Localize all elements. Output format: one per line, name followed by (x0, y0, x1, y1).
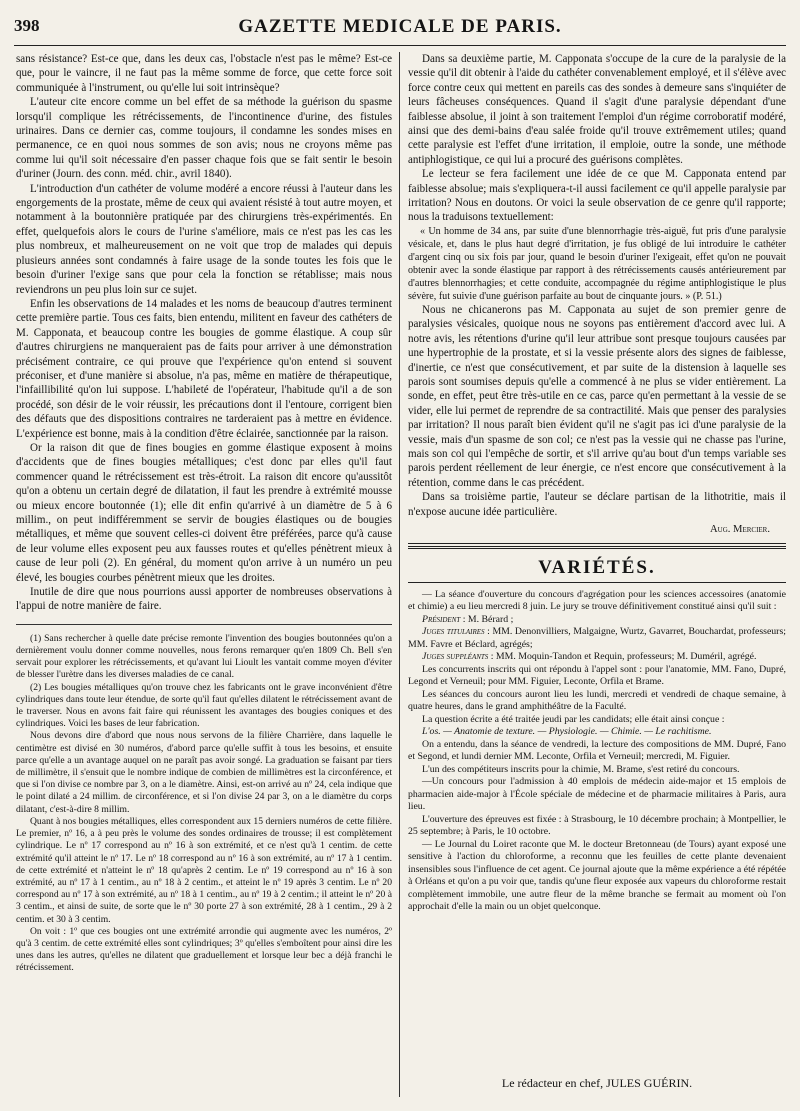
paragraph: Inutile de dire que nous pourrions aussi apporter de nombreuses observations à l'appui de notre manière de faire. (16, 586, 392, 613)
news-item: L'un des compétiteurs inscrits pour la chimie, M. Brame, s'est retiré du concours. (422, 763, 740, 775)
jury-label: Juges suppléants (422, 651, 489, 663)
page-number: 398 (14, 16, 40, 35)
editor-signature: Le rédacteur en chef, JULES GUÉRIN. (501, 1076, 693, 1090)
paragraph: Or la raison dit que de fines bougies en gomme élastique exposent à moins d'accidents que de fines bougies métalliques; c'est donc par elles qu'il faut commencer quand le rétrécissement est très-étroit. La raison dit encore qu'aussitôt qu'on a obtenu un certain degré de dilatation, il faut les prendre à extrémité mousse ou mieux encore boutonnée (1); elle dit enfin qu'arrivé à un diamètre de 5 à 6 millim., on peut indifféremment se servir de bougies élastiques ou de bougies métalliques, et même que souvent celles-ci doivent être préférées, parce qu'à cause de leur volume elles exposent peu aux fausses routes et qu'elles pénètrent mieux à cause de leur poli (2). En général, du moment qu'on arrive à un numéro un peu élevé, les bougies courbes pénètrent mieux que les droites. (16, 441, 392, 584)
author-signature: Aug. Mercier. (709, 523, 770, 535)
paragraph: L'auteur cite encore comme un bel effet de sa méthode la guérison du spasme lorsqu'il complique les rétrécissements, de l'incontinence d'urine, des fistules urinaires. Dans ce dernier cas, comme toujours, il condamne les sondes mises en permanence, ce en quoi nous sommes de son avis; nous ne croyons même pas comme lui qu'il soit nécessaire d'en passer chaque fois que se fait sentir le besoin d'uriner (Journ. des conn. méd. chir., avril 1840). (16, 96, 392, 181)
paragraph: L'introduction d'un cathéter de volume modéré a encore réussi à l'auteur dans les engorgements de la prostate, même de ceux qui avaient résisté à tout autre moyen, et notamment à la boutonnière pratiquée par des chirurgiens très-expérimentés. En effet, quelquefois alors le cours de l'urine s'améliore, mais ce n'est pas les cas les plus nombreux, et malheureusement on ne voit que trop de malades qui depuis plusieurs années sont condamnés à faire usage de la sonde toutes les fois que le besoin d'uriner l'exige sans que pour cela la fonction se rétablisse; mais nous reviendrons un peu plus loin sur ce sujet. (16, 182, 392, 296)
right-column (408, 52, 786, 1097)
news-item: —Un concours pour l'admission à 40 emplois de médecin aide-major et 15 emplois de pharmacien aide-major à l'École spéciale de médecine et de pharmacie militaires à Paris, aura lieu. (408, 776, 786, 813)
footnote: Nous devons dire d'abord que nous nous servons de la filière Charrière, dans laquelle le centimètre est divisé en 30 numéros, d'abord parce qu'elle suffit à tous les besoins, et ensuite parce qu'elle a un avantage auquel on ne paraît pas avoir songé. La graduation se faisant par tiers de millimètre, il s'ensuit que le nombre indique de combien de millimètres est la circonférence, et que si l'on divise ce nombre par 3, on a le diamètre. Ainsi, est-on arrivé au nº 24, cela indique que le point dilaté a 24 millim. de circonférence, et si l'on divise 24 par 3, on a le diamètre du corps dilatant, c'est-à-dire 8 millim. (16, 730, 392, 815)
jury-president (408, 614, 786, 627)
news-item: Les séances du concours auront lieu les lundi, mercredi et vendredi de chaque semaine, à quatre heures, dans le grand amphithéâtre de la Faculté. (408, 688, 786, 713)
left-column (16, 52, 392, 1097)
news-item: Les concurrents inscrits qui ont répondu à l'appel sont : pour l'anatomie, MM. Fano, Dupré, Legond et Verneuil; pour MM. Figuier, Leconte, Orfila et Brame. (408, 663, 786, 688)
footnote: (2) Les bougies métalliques qu'on trouve chez les fabricants ont le grave inconvénient d'être cylindriques dans toute leur étendue, de sorte qu'il faut qu'elles dilatent le rétrécissement avant de le traverser. Nous en avons fait faire qui réunissent les avantages des bougies coniques et des cylindriques. Voici les bases de leur fabrication. (16, 681, 392, 730)
news-item: — Le Journal du Loiret raconte que M. le docteur Bretonneau (de Tours) ayant exposé une sensitive à l'action du chloroforme, a reconnu que les feuilles de cette plante devenaient insensibles sous l'influence de cet agent. Ce journal ajoute que la même expérience a été répétée à Orléans et qu'on a pu voir que, tandis qu'une fleur exposée aux vapeurs du chloroforme restait complètement immobile, une autre fleur de la même branche se fermait au moment où l'on approchait d'elle la main ou un objet quelconque. (408, 838, 786, 913)
exam-question: L'os. — Anatomie de texture. — Physiologie. — Chimie. — Le rachitisme. (422, 726, 712, 738)
footnote: (1) Sans rechercher à quelle date précise remonte l'invention des bougies boutonnées qu'on a dernièrement voulu donner comme nouvelles, nous ferons remarquer qu'en 1809 Ch. Bell s'en servait pour explorer les rétrécissements, et qu'avant lui Lioult les vantait comme moyen d'éviter de blesser l'urètre dans les diverses maladies de ce canal. (16, 632, 392, 681)
journal-title: GAZETTE MEDICALE DE PARIS. (238, 16, 562, 37)
news-item: L'ouverture des épreuves est fixée : à Strasbourg, le 10 décembre prochain; à Montpellier, le 25 septembre; à Paris, le 10 octobre. (408, 813, 786, 838)
jury-text: : M. Bérard ; (460, 613, 514, 625)
footnote: Quant à nos bougies métalliques, elles correspondent aux 15 derniers numéros de cette filière. Le premier, nº 16, a à peu près le volume des sondes ordinaires de trousse; il est complètement cylindrique. Le nº 17 correspond au nº 16 à son extrémité, et ce n'est qu'à 1 centim. de cette extrémité qu'il atteint le nº 17. Le nº 18 correspond au nº 16 à son extrémité, au nº 17 à 1 centim. de cette extrémité et n'atteint le nº 18 qu'après 2 centim. Le nº 19 correspond au nº 16 à son extrémité, au nº 17 à 1 centim., au nº 18 à 2 centim., et atteint le nº 19 après 3 centim. Le nº 20 correspond au nº 17 à son extrémité, au nº 18 à 1 centim., au nº 19 à 2 centim.; il atteint le nº 20 à 3 centim., et ainsi de suite, de sorte que le nº 30 porte 27 à son extrémité, 28 à 1 centim., 29 à 2 centim. et 30 à 3 centim. (16, 815, 392, 925)
footnote: On voit : 1º que ces bougies ont une extrémité arrondie qui augmente avec les numéros, 2º qu'à 3 centim. de cette extrémité elles sont cylindriques; 3º qu'elles s'emboîtent pour ainsi dire les unes dans les autres, qu'elles ne dilatent que graduellement et lorsque leur bec a déjà franchi le rétrécissement. (16, 925, 392, 974)
news-item: — La séance d'ouverture du concours d'agrégation pour les sciences accessoires (anatomie et chimie) a eu lieu mercredi 8 juin. Le jury se trouve définitivement constitué ainsi qu'il suit : (408, 588, 786, 613)
paragraph: sans résistance? Est-ce que, dans les deux cas, l'obstacle n'est pas le même? Est-ce que, pour le vaincre, il ne faut pas la même somme de force, que cette force soit communiquée à l'instrument, ou qu'elle lui soit intrinsèque? (16, 53, 392, 94)
section-title: VARIÉTÉS. (538, 557, 656, 579)
jury-label: Président (422, 613, 461, 625)
block-quote: « Un homme de 34 ans, par suite d'une blennorrhagie très-aiguë, fut pris d'une paralysie vésicale, et, dans le plus haut degré d'irritation, je fus obligé de lui introduire le cathéter d'argent cinq ou six fois par jour, quand le besoin d'uriner l'exigeait, effet qu'on ne pouvait obtenir avec la sonde élastique par rapport à des rétrécissements causés antérieurement par d'autres blennorrhagies; et cette conduite, accompagnée du régime antiphlogistique le plus sévère, fut suivie d'une guérison parfaite au bout de cinquante jours. » (P. 51.) (408, 225, 786, 302)
header-rule (14, 45, 786, 46)
section-rule (408, 543, 786, 544)
column-divider (399, 52, 400, 1097)
section-rule-double (408, 546, 786, 549)
jury-suppleants (408, 651, 786, 664)
news-item: La question écrite a été traitée jeudi par les candidats; elle était ainsi conçue : (422, 713, 725, 725)
news-item: On a entendu, dans la séance de vendredi, la lecture des compositions de MM. Dupré, Fano et Segond, et lundi dernier MM. Leconte, Orfila et Verneuil; mercredi, M. Figuier. (408, 738, 786, 763)
jury-text: : MM. Moquin-Tandon et Requin, professeurs; M. Duméril, agrégé. (488, 651, 757, 663)
jury-titulaires (408, 626, 786, 651)
section-underline (408, 582, 786, 583)
paragraph: Nous ne chicanerons pas M. Capponata au sujet de son premier genre de paralysies vésicales, quoique nous ne soyons pas entièrement d'accord avec lui. A notre avis, les rétentions d'urine qu'il leur attribue sont presque toujours causées par une hypertrophie de la prostate, et si la vessie présente alors des signes de faiblesse, d'inertie, ce n'est que consécutivement, et par suite de la distension à laquelle ses parois sont soumises depuis qu'elle a commencé à ne plus se vider entièrement. La sonde, en effet, peut être très-utile en ce cas, parce qu'en permettant à la vessie de se vider, elle lui permet de reprendre de sa contractilité. Mais que penser des paralysies par irritation? Il nous paraît bien évident qu'il ne s'agit pas ici d'une paralysie de la vessie, mais d'un spasme de son col; ce n'est pas la vessie qui ne chasse pas l'urine, mais son col qui l'empêche de sortir, et s'il arrive qu'au bout d'un temps variable ses parois perdent réellement de leur énergie, ce n'est encore que consécutivement à la rétention, comme dans le cas précédent. (408, 303, 786, 489)
page-header (14, 16, 786, 42)
paragraph: Le lecteur se fera facilement une idée de ce que M. Capponata entend par faiblesse absolue; mais s'expliquera-t-il aussi facilement ce qu'il appelle paralysie par irritation? Nous en doutons. Or voici la seule observation de ce genre qu'il rapporte; nous la traduisons textuellement: (408, 168, 786, 224)
paragraph: Dans sa troisième partie, l'auteur se déclare partisan de la lithotritie, mais il n'expose aucune idée particulière. (408, 491, 786, 518)
paragraph: Enfin les observations de 14 malades et les noms de beaucoup d'autres terminent cette première partie. Tous ces faits, bien entendu, militent en faveur des cathéters de M. Capponata, et beaucoup contre les bougies de gomme élastique. A coup sûr d'autres chirurgiens ne manqueraient pas de faits pour arriver à une démonstration précisément contraire, ce qui prouve que l'expérience qu'on entend si souvent préconiser, et d'une manière si absolue, n'a pas, même en matière de thérapeutique, l'infaillibilité qu'on lui suppose. L'habileté de l'opérateur, l'habitude qu'il a de son procédé, son désir de le voir réussir, les précautions dont il l'entoure, corrigent bien des défauts que des dispositions contraires ne tarderaient pas à mettre en évidence. L'expérience est bonne, mais à la condition d'être éclairée, sanctionnée par la raison. (16, 297, 392, 440)
paragraph: Dans sa deuxième partie, M. Capponata s'occupe de la cure de la paralysie de la vessie qu'il dit obtenir à l'aide du cathéter convenablement employé, et il s'élève avec force contre ceux qui mettent en pareils cas des sondes à demeure sans s'inquiéter de leurs fâcheuses conséquences. Quand il s'agit d'une paralysie dépendant d'une faiblesse absolue, il joint à son traitement l'emploi d'un régime corroboratif modéré, ainsi que des demi-bains d'eau salée froide qu'il trouve extrêmement utiles; quand cette paralysie est l'effet d'une irritation, il emploie, outre la sonde, une méthode antiphlogistique, ce qui lui a procuré des guérisons complètes. (408, 53, 786, 166)
jury-text: : MM. Denonvilliers, Malgaigne, Wurtz, Gavarret, Bouchardat, professeurs; MM. Favre et Béclard, agrégés; (408, 626, 786, 650)
footnote-rule (16, 624, 392, 625)
jury-label: Juges titulaires (422, 626, 485, 638)
